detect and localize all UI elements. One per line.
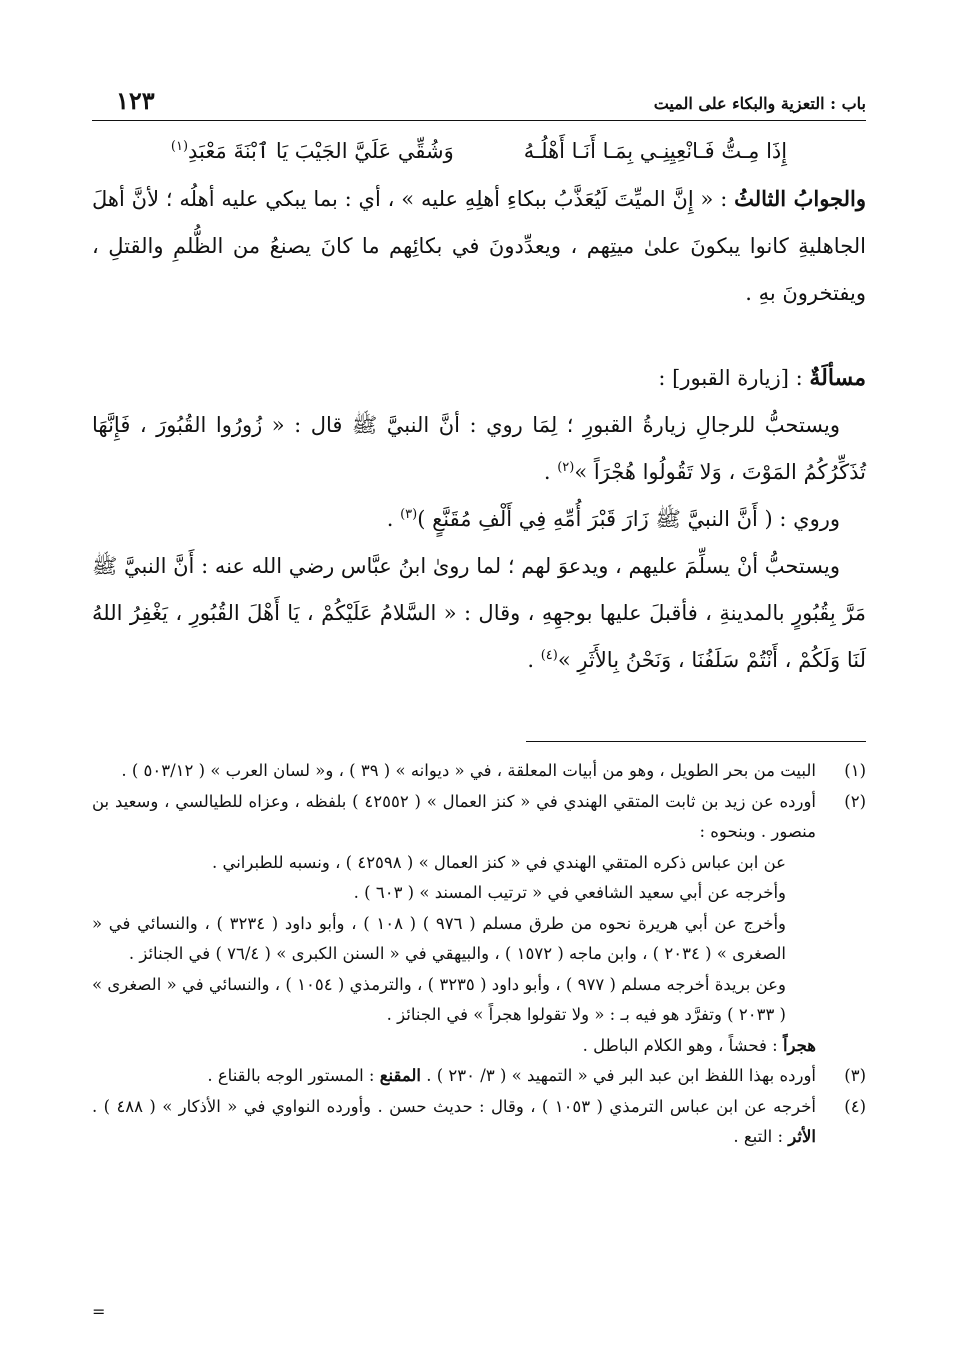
gloss-text: : المستور الوجه بالقناع . bbox=[207, 1066, 375, 1085]
footnote-text: أورده بهذا اللفظ ابن عبد البر في « التمهيد » ( ٣/ ٢٣٠ ) . bbox=[426, 1066, 816, 1085]
footnote-ref: (٤) bbox=[540, 648, 558, 663]
footnote-text: أورده عن زيد بن ثابت المتقي الهندي في « كنز العمال » ( ٤٢٥٥٢ ) بلفظه ، وعزاه للطيالسي ، وسعيد بن منصور . وبنحوه : bbox=[92, 791, 816, 841]
section-gap bbox=[92, 317, 866, 355]
gloss-term: المقنع bbox=[379, 1066, 421, 1085]
footnote-ref: (٣) bbox=[400, 507, 418, 522]
footnote-gloss bbox=[92, 1031, 816, 1062]
third-answer-paragraph bbox=[92, 175, 866, 317]
running-title: باب : التعزية والبكاء على الميت bbox=[653, 94, 866, 113]
greeting-paragraph bbox=[92, 543, 866, 684]
verse-first-hemistich: إِذَا مِـتُّ فَـانْعِيِنِـي بِمَـا أَنَـا أَهْلُـهُ bbox=[523, 139, 788, 163]
footnote-subline: عن ابن عباس ذكره المتقي الهندي في « كنز العمال » ( ٤٢٥٩٨ ) ، ونسبه للطبراني . bbox=[211, 852, 786, 872]
visiting-graves-paragraph bbox=[92, 402, 866, 496]
footnote-ref: (١) bbox=[170, 139, 189, 154]
issue-label: مسألَةٌ bbox=[809, 365, 866, 391]
footnote-number: (١) bbox=[844, 761, 866, 780]
poetry-verse bbox=[92, 128, 866, 175]
footnote-1 bbox=[92, 756, 866, 787]
narration-paragraph bbox=[92, 496, 866, 543]
footnote-ref: (٢) bbox=[557, 460, 575, 475]
footnote-text: أخرجه عن ابن عباس الترمذي ( ١٠٥٣ ) ، وقال : حديث حسن . وأورده النواوي في « الأذكار » ( ٤٨٨ ) . bbox=[92, 1096, 816, 1116]
paragraph-end: . bbox=[527, 648, 541, 672]
footnote-4 bbox=[92, 1092, 866, 1153]
gloss-term: الأثر bbox=[788, 1127, 816, 1146]
gloss-term: هجراً bbox=[782, 1035, 816, 1055]
main-text bbox=[92, 128, 866, 684]
footnote-3 bbox=[92, 1061, 866, 1092]
answer-text: : « إِنَّ الميِّتَ لَيُعَذَّبُ ببكاءِ أهلِهِ عليه » ، أي : بما يبكي عليه أهلُه ؛ لأنَّ أهلَ الجاهليةِ كانوا يبكونَ علىٰ ميتِهم ، ويعدِّدونَ في بكائِهم ما كانَ يصنعُ من الظُّلمِ والقتلِ ، ويفتخرونَ بهِ . bbox=[92, 187, 866, 305]
paragraph-end: . bbox=[543, 460, 558, 484]
continuation-mark: = bbox=[92, 1302, 106, 1321]
footnote-subline: وعن بريدة أخرجه مسلم ( ٩٧٧ ) ، وأبو داود ( ٣٢٣٥ ) ، والترمذي ( ١٠٥٤ ) ، والنسائي في « الصغرى » ( ٢٠٣٣ ) وتفرَّد هو فيه بـ : « ولا تقولوا هجراً » في الجنائز . bbox=[92, 974, 786, 1024]
paragraph-text: وروي : ( أَنَّ النبيَّ ﷺ زَارَ قَبْرَ أُمِّهِ فِي أَلْفِ مُقَنَّعٍ ) bbox=[417, 507, 840, 531]
gloss-text: : التبع . bbox=[733, 1127, 784, 1146]
issue-title: : [زيارة القبور] : bbox=[658, 366, 803, 390]
footnote-subline: وأخرجه عن أبي سعيد الشافعي في « ترتيب المسند » ( ٦٠٣ ) . bbox=[353, 883, 786, 902]
footnotes bbox=[92, 756, 866, 1153]
footnote-subline: وأخرج عن أبي هريرة نحوه من طرق مسلم ( ٩٧٦ ) ( ١٠٨ ) ، وأبو داود ( ٣٢٣٤ ) ، والنسائي في « الصغرى » ( ٢٠٣٤ ) ، وابن ماجه ( ١٥٧٢ ) ، والبيهقي في « السنن الكبرى » ( ٧٦/٤ ) في الجنائز . bbox=[92, 913, 787, 963]
gloss-text: : فحشاً ، وهو الكلام الباطل . bbox=[582, 1035, 778, 1055]
page-number: ١٢٣ bbox=[116, 86, 155, 115]
footnote-text: البيت من بحر الطويل ، وهو من أبيات المعلقة ، في « ديوانه » ( ٣٩ ) ، و« لسان العرب » ( ٥٠٣/١٢ ) . bbox=[121, 761, 816, 780]
footnote-2 bbox=[92, 787, 866, 1062]
paragraph-text: ويستحبُّ أنْ يسلِّمَ عليهم ، ويدعوَ لهم ؛ لما روىٰ ابنُ عبَّاس رضي الله عنه : أَنَّ النبيَّ ﷺ مَرَّ بِقُبُورٍ بالمدينةِ ، فأقبلَ عليها بوجهِهِ ، وقال : « السَّلامُ عَلَيْكُمْ ، يَا أَهْلَ القُبُورِ ، يَغْفِرُ اللهُ لَنَا وَلَكُمْ ، أَنْتُمْ سَلَفُنَا ، وَنَحْنُ بِالأَثَرِ » bbox=[92, 554, 866, 672]
footnote-divider bbox=[526, 741, 866, 742]
issue-heading bbox=[92, 355, 866, 402]
footnote-number: (٢) bbox=[844, 791, 866, 811]
answer-lead: والجوابُ الثالثُ bbox=[734, 186, 866, 211]
verse-second-hemistich: وَشُقِّي عَلَيَّ الجَيْبَ يَا ٱبْنَةَ مَعْبَدِ bbox=[188, 139, 454, 163]
paragraph-text: ويستحبُّ للرجالِ زيارةُ القبورِ ؛ لِمَا روي : أنَّ النبيَّ ﷺ قال : « زُورُوا القُبُورَ ، فَإِنَّهَا تُذَكِّرُكُمُ المَوْتَ ، وَلا تَقُولُوا هُجْرَاً » bbox=[92, 413, 866, 484]
paragraph-end: . bbox=[386, 507, 401, 531]
footnote-number: (٤) bbox=[844, 1096, 866, 1116]
footnote-number: (٣) bbox=[844, 1066, 866, 1085]
page-header bbox=[92, 70, 866, 121]
